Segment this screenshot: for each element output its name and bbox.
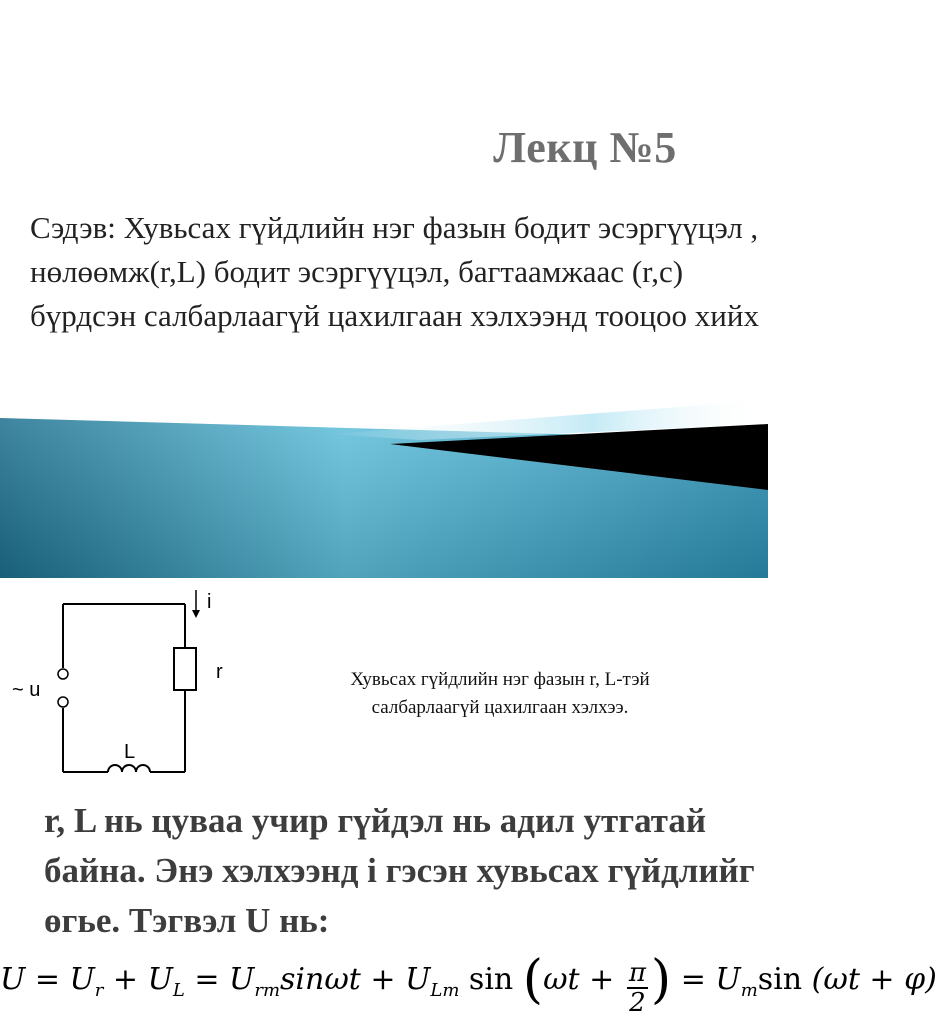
circuit-diagram — [0, 582, 300, 782]
formula-plus: + U — [103, 962, 173, 997]
formula-lparen: ( — [522, 950, 544, 1010]
formula-pi: π — [628, 958, 646, 988]
formula-lhs: U = U — [0, 962, 95, 997]
resistor-label: r — [216, 661, 223, 683]
inductor-symbol — [108, 765, 150, 772]
source-label: ~ u — [12, 679, 41, 701]
formula-sub-lm: Lm — [430, 980, 460, 1001]
formula-sin: sin — [459, 962, 514, 997]
current-label: i — [207, 591, 212, 613]
circuit-caption: Хувьсах гүйдлийн нэг фазын r, L-тэй салбарлаагүй цахилгаан хэлхээ. — [350, 669, 650, 718]
formula-sin2: sin — [757, 962, 812, 997]
formula-sub-l: L — [172, 980, 185, 1001]
formula-rparen: ) — [650, 950, 672, 1010]
terminal-bottom — [58, 697, 68, 707]
inductor-label: L — [124, 741, 136, 763]
formula-two: 2 — [629, 988, 646, 1018]
voltage-formula — [0, 950, 937, 1020]
formula-sinwt: sinωt + U — [280, 962, 431, 997]
resistor-symbol — [174, 648, 196, 690]
formula-eq1: = U — [184, 962, 255, 997]
statement-text: r, L нь цуваа учир гүйдэл нь адил утгатай байна. Энэ хэлхээнд і гэсэн хувьсах гүйдлийг өгье. Тэгвэл U нь: — [44, 801, 755, 940]
subject-text: Сэдэв: Хувьсах гүйдлийн нэг фазын бодит эсэргүүцэл , нөлөөмж(r,L) бодит эсэргүүцэл, багтаамжаас (r,c) бүрдсэн салбарлаагүй цахилгаан хэлхээнд тооцоо хийх — [30, 210, 759, 333]
formula-sub-m: m — [740, 980, 758, 1001]
formula-sub-r: r — [94, 980, 104, 1001]
formula-sub-rm: rm — [254, 980, 281, 1001]
terminal-top — [58, 669, 68, 679]
slide-title: Лекц №5 — [493, 123, 677, 172]
decorative-band — [0, 410, 768, 578]
formula-wt-plus: ωt + — [543, 962, 624, 997]
formula-tail: (ωt + φ) — [811, 962, 937, 997]
formula-eq2: = U — [671, 962, 741, 997]
formula-fraction — [627, 959, 648, 1017]
